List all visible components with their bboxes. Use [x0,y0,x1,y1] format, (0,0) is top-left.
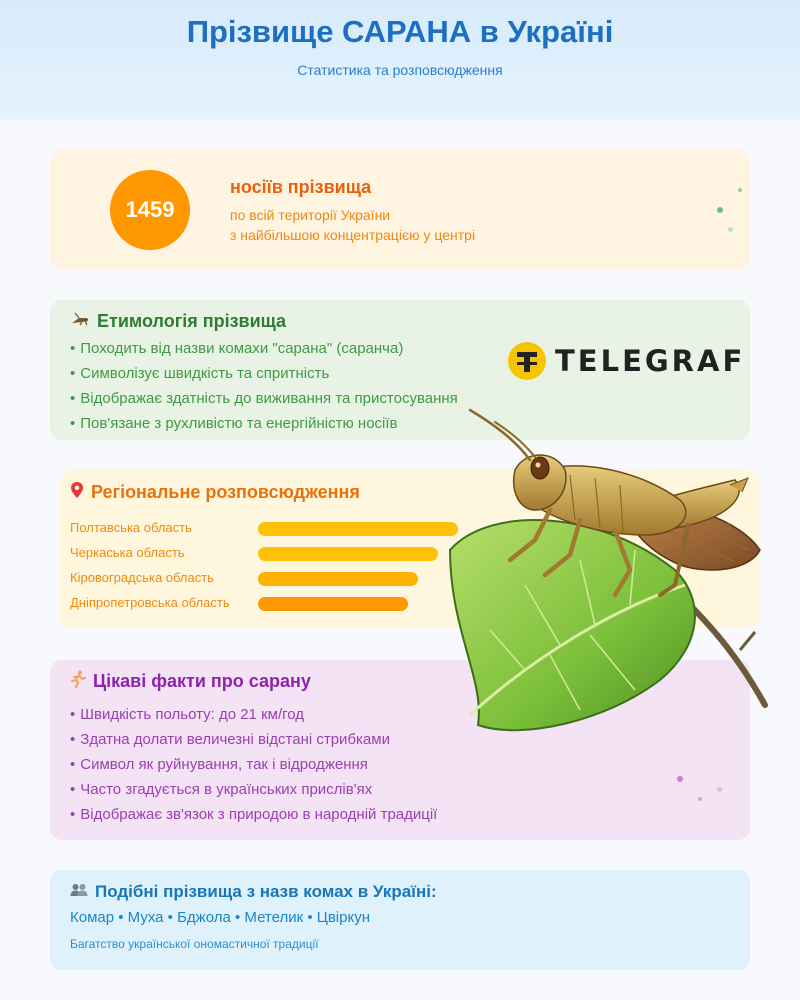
list-item [70,702,437,727]
decor-dot [728,227,733,232]
list-item-text: Часто згадується в українських прислів'ях [80,781,373,798]
bullet: • [70,415,76,432]
decor-dot [738,188,742,192]
count-badge: 1459 [110,170,190,250]
page-header [0,0,800,120]
list-item-text: Здатна долати величезні відстані стрибками [80,731,390,748]
grasshopper-icon [70,312,90,331]
list-item [70,802,437,827]
facts-heading-text: Цікаві факти про сарану [93,671,311,691]
list-item-text: Символ як руйнування, так і відродження [80,756,368,773]
region-row [70,515,470,540]
etymology-list [70,336,458,436]
page-title: Прізвище САРАНА в Україні [186,14,614,49]
bullet: • [70,806,76,823]
decor-dot [717,207,723,213]
decor-dot [717,787,722,792]
decor-dot [677,776,683,782]
count-label: носіїв прізвища [230,177,372,197]
telegraf-logo [508,342,745,380]
region-bar [258,522,458,536]
telegraf-logo-text: TELEGRAF [555,344,746,378]
running-person-icon [70,670,86,693]
telegraf-logo-icon [508,342,546,380]
region-bar [258,547,438,561]
location-pin-icon [70,481,84,504]
page-subtitle: Статистика та розповсюдження [297,62,503,78]
list-item-text: Символізує швидкість та спритність [80,365,330,382]
bullet: • [70,781,76,798]
facts-list [70,702,437,827]
bullet: • [70,340,76,357]
list-item [70,752,437,777]
regional-heading [70,481,360,504]
region-bar [258,572,418,586]
region-name: Полтавська область [70,520,192,535]
grasshopper-illustration [430,400,800,740]
count-desc-line-1: по всій території України [230,207,391,223]
list-item [70,777,437,802]
region-bar [258,597,408,611]
etymology-heading-text: Етимологія прізвища [97,311,287,331]
region-name: Дніпропетровська область [70,595,230,610]
decor-dot [698,797,702,801]
list-item-text: Швидкість польоту: до 21 км/год [80,706,305,723]
leaf-stem [685,600,765,705]
bullet: • [70,365,76,382]
etymology-heading [70,311,286,332]
similar-note: Багатство української ономастичної традиції [70,937,319,951]
similar-names: Комар • Муха • Бджола • Метелик • Цвіркун [70,909,370,926]
bullet: • [70,756,76,773]
list-item [70,411,458,436]
list-item-text: Пов'язане з рухливістю та енергійністю носіїв [80,415,398,432]
bullet: • [70,731,76,748]
list-item-text: Відображає зв'язок з природою в народній традиції [80,806,438,823]
list-item-text: Відображає здатність до виживання та пристосування [80,390,458,407]
region-row [70,565,470,590]
bullet: • [70,706,76,723]
similar-heading [70,882,437,902]
people-icon [70,883,88,902]
list-item [70,336,458,361]
region-row [70,590,470,615]
bullet: • [70,390,76,407]
bearers-count-card [50,150,750,270]
facts-heading [70,670,311,693]
similar-surnames-card [50,870,750,970]
count-description [230,205,475,245]
count-desc-line-2: з найбільшою концентрацією у центрі [230,227,476,243]
region-name: Кіровоградська область [70,570,214,585]
region-name: Черкаська область [70,545,185,560]
list-item [70,727,437,752]
list-item [70,386,458,411]
similar-heading-text: Подібні прізвища з назв комах в Україні: [95,882,437,901]
region-row [70,540,470,565]
regional-heading-text: Регіональне розповсюдження [91,482,360,502]
list-item [70,361,458,386]
list-item-text: Походить від назви комахи "сарана" (саранча) [80,340,404,357]
